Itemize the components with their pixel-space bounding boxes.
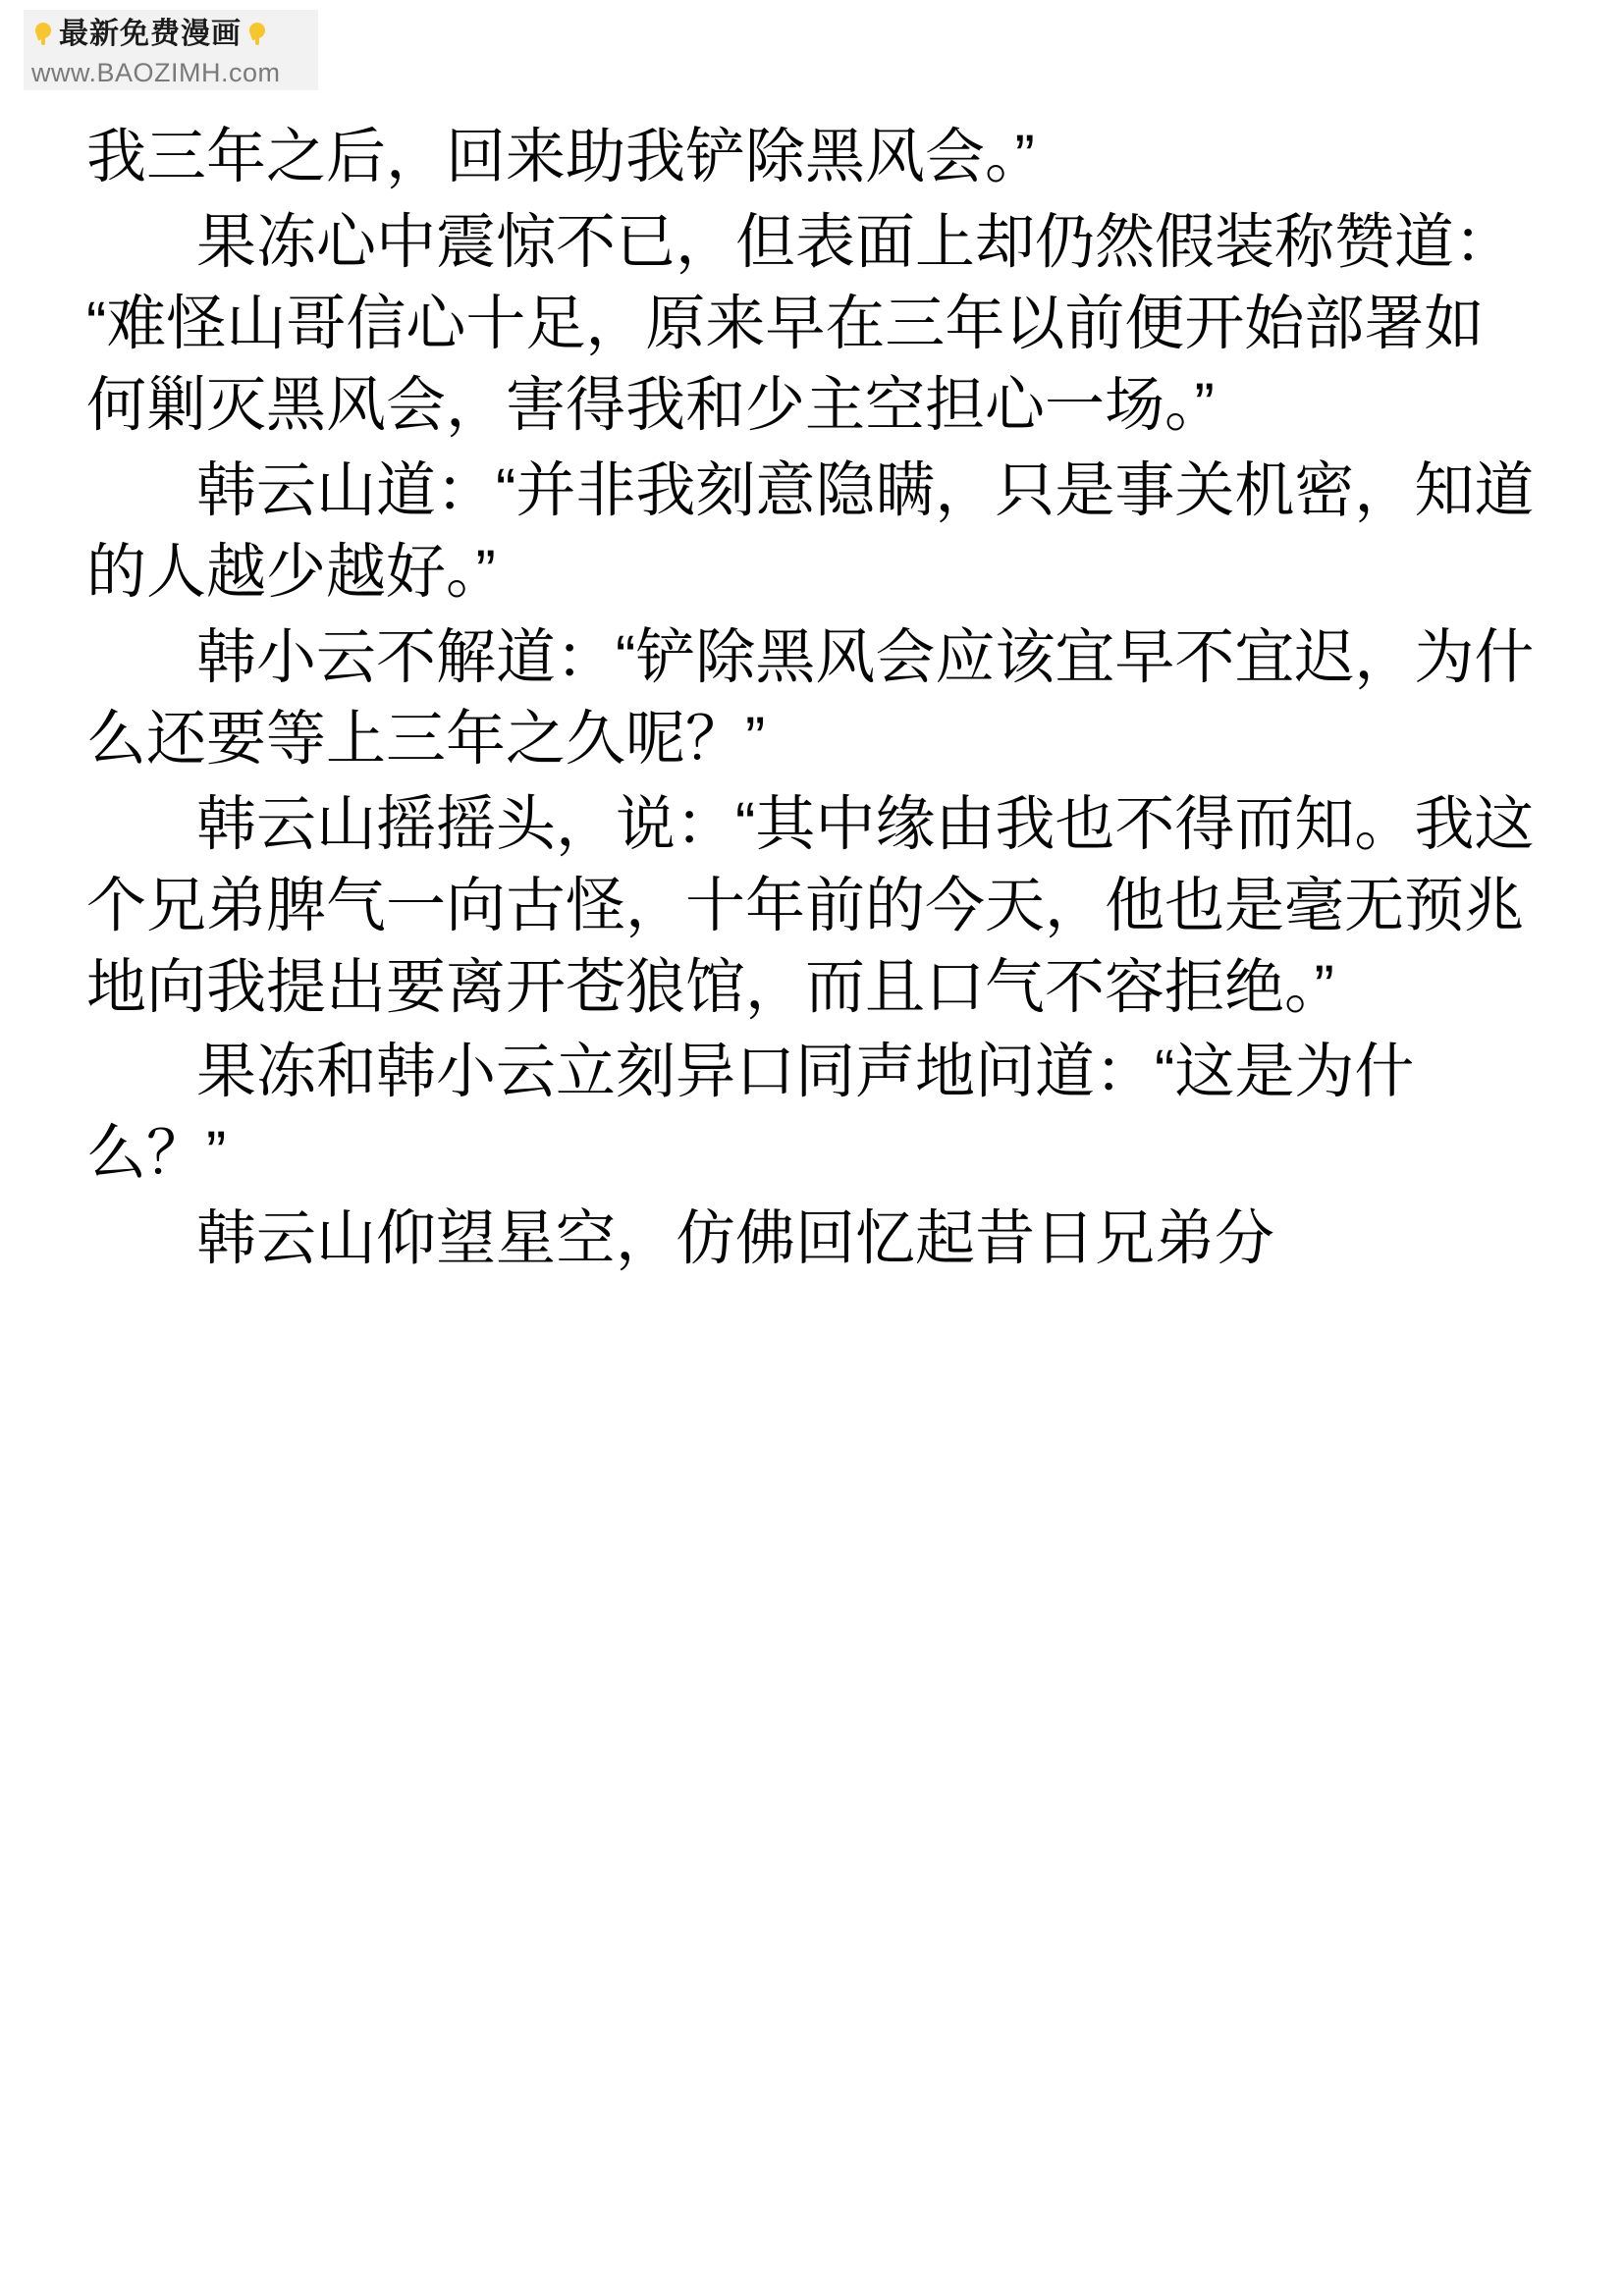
leaf-icon (31, 21, 55, 48)
novel-text-page (86, 116, 1538, 1283)
paragraph: 韩云山摇摇头，说：“其中缘由我也不得而知。我这个兄弟脾气一向古怪，十年前的今天，他也是毫无预兆地向我提出要离开苍狼馆，而且口气不容拒绝。” (86, 789, 1535, 1020)
watermark-badge (24, 10, 318, 90)
paragraph: 果冻和韩小云立刻异口同声地问道：“这是为什么？” (86, 1038, 1415, 1187)
leaf-icon (245, 21, 269, 48)
paragraph: 韩云山仰望星空，仿佛回忆起昔日兄弟分 (196, 1204, 1275, 1272)
paragraph: 韩小云不解道：“铲除黑风会应该宜早不宜迟，为什么还要等上三年之久呢？” (86, 622, 1535, 772)
watermark-url: www.BAOZIMH.com (31, 57, 281, 87)
paragraph: 韩云山道：“并非我刻意隐瞒，只是事关机密，知道的人越少越好。” (86, 455, 1535, 605)
paragraph: 我三年之后，回来助我铲除黑风会。” (86, 123, 1035, 189)
watermark-site-name: 最新免费漫画 (59, 17, 242, 50)
watermark-title-row (31, 15, 318, 54)
paragraph: 果冻心中震惊不已，但表面上却仍然假装称赞道：“难怪山哥信心十足，原来早在三年以前便开始部署如何剿灭黑风会，害得我和少主空担心一场。” (86, 207, 1515, 438)
